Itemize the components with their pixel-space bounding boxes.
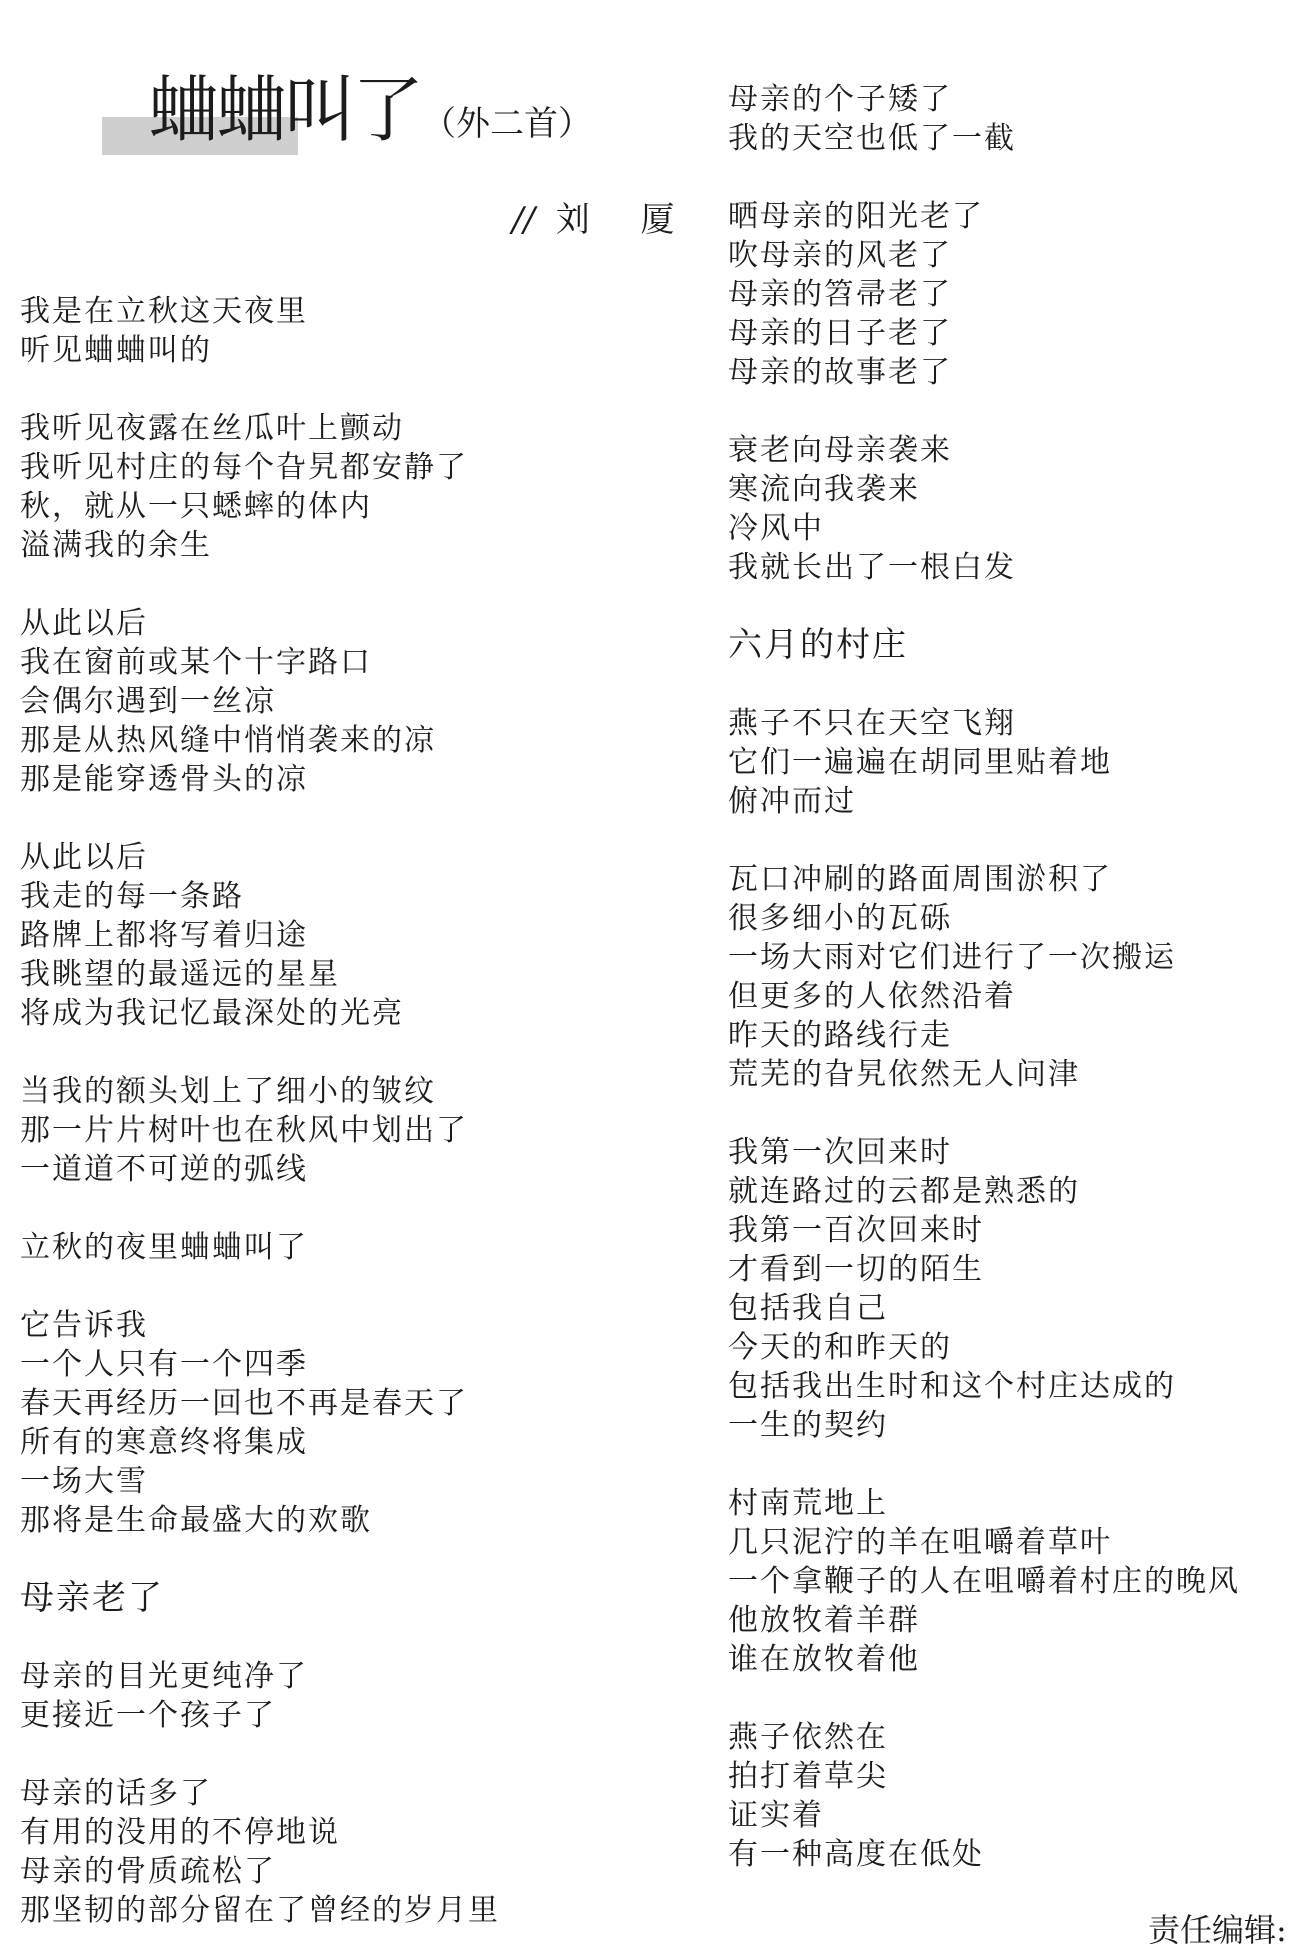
- poem-line: 母亲的个子矮了: [728, 82, 952, 117]
- poem-line: 更接近一个孩子了: [20, 1698, 276, 1733]
- poem-line: 将成为我记忆最深处的光亮: [20, 996, 404, 1031]
- stanza-break: [728, 1094, 1240, 1133]
- poem-line: 母亲的目光更纯净了: [20, 1659, 308, 1694]
- poem-line: 母亲的故事老了: [728, 355, 952, 390]
- stanza-break: [20, 1033, 500, 1072]
- poem-line: 吹母亲的风老了: [728, 238, 952, 273]
- poem-line: 一场大雨对它们进行了一次搬运: [728, 940, 1176, 975]
- poem-line: 几只泥泞的羊在咀嚼着草叶: [728, 1525, 1112, 1560]
- stanza-break: [20, 370, 500, 409]
- poem-line: 才看到一切的陌生: [728, 1252, 984, 1287]
- poem-line: 冷风中: [728, 511, 824, 546]
- stanza-break: [20, 1735, 500, 1774]
- poem-line: 一个拿鞭子的人在咀嚼着村庄的晚风: [728, 1564, 1240, 1599]
- stanza-break: [20, 1618, 500, 1657]
- poem-line: 寒流向我袭来: [728, 472, 920, 507]
- title-sub: （外二首）: [422, 104, 593, 144]
- poem-line: 那将是生命最盛大的欢歌: [20, 1503, 372, 1538]
- poem-line: 燕子依然在: [728, 1720, 888, 1755]
- poem-line: 我听见夜露在丝瓜叶上颤动: [20, 411, 404, 446]
- poem-line: 俯冲而过: [728, 784, 856, 819]
- poem-line: 我眺望的最遥远的星星: [20, 957, 340, 992]
- poem-line: 证实着: [728, 1798, 824, 1833]
- poem-title: [148, 60, 592, 160]
- poem-subtitle: 母亲老了: [20, 1578, 164, 1618]
- poem-line: 我第一百次回来时: [728, 1213, 984, 1248]
- right-column: [728, 80, 1240, 1874]
- poem-line: 那是能穿透骨头的凉: [20, 762, 308, 797]
- poem-line: 母亲的话多了: [20, 1776, 212, 1811]
- stanza-break: [728, 1679, 1240, 1718]
- poem-line: 会偶尔遇到一丝凉: [20, 684, 276, 719]
- stanza-break: [20, 1189, 500, 1228]
- poem-line: 从此以后: [20, 606, 148, 641]
- poem-line: 村南荒地上: [728, 1486, 888, 1521]
- poem-line: 它们一遍遍在胡同里贴着地: [728, 745, 1112, 780]
- poem-line: 那是从热风缝中悄悄袭来的凉: [20, 723, 436, 758]
- poem-line: 母亲的笤帚老了: [728, 277, 952, 312]
- poem-line: 他放牧着羊群: [728, 1603, 920, 1638]
- poem-line: 那坚韧的部分留在了曾经的岁月里: [20, 1893, 500, 1928]
- poem-line: 就连路过的云都是熟悉的: [728, 1174, 1080, 1209]
- stanza-break: [728, 158, 1240, 197]
- poem-line: 谁在放牧着他: [728, 1642, 920, 1677]
- poem-line: 我在窗前或某个十字路口: [20, 645, 372, 680]
- poem-line: 一生的契约: [728, 1408, 888, 1443]
- poem-line: 母亲的日子老了: [728, 316, 952, 351]
- poem-line: 瓦口冲刷的路面周围淤积了: [728, 862, 1112, 897]
- poem-line: 我第一次回来时: [728, 1135, 952, 1170]
- poem-line: 今天的和昨天的: [728, 1330, 952, 1365]
- poem-line: 溢满我的余生: [20, 528, 212, 563]
- author-byline: [512, 190, 695, 250]
- poem-line: 昨天的路线行走: [728, 1018, 952, 1053]
- poem-line: 听见蛐蛐叫的: [20, 333, 212, 368]
- poem-line: 那一片片树叶也在秋风中划出了: [20, 1113, 468, 1148]
- author-mark: //: [512, 200, 535, 240]
- poem-line: 我走的每一条路: [20, 879, 244, 914]
- poem-line: 我听见村庄的每个旮旯都安静了: [20, 450, 468, 485]
- stanza-break: [20, 1267, 500, 1306]
- poem-line: 包括我出生时和这个村庄达成的: [728, 1369, 1176, 1404]
- poem-line: 晒母亲的阳光老了: [728, 199, 984, 234]
- poem-line: 衰老向母亲袭来: [728, 433, 952, 468]
- poem-line: 秋，就从一只蟋蟀的体内: [20, 489, 372, 524]
- poem-line: 路牌上都将写着归途: [20, 918, 308, 953]
- poem-line: 一场大雪: [20, 1464, 148, 1499]
- stanza-break: [728, 587, 1240, 626]
- author-name: 刘 厦: [555, 200, 695, 240]
- poem-line: 立秋的夜里蛐蛐叫了: [20, 1230, 308, 1265]
- poem-line: 我就长出了一根白发: [728, 550, 1016, 585]
- stanza-break: [20, 565, 500, 604]
- stanza-break: [728, 665, 1240, 704]
- stanza-break: [728, 1445, 1240, 1484]
- poem-subtitle: 六月的村庄: [728, 625, 908, 665]
- poem-line: 有用的没用的不停地说: [20, 1815, 340, 1850]
- poem-line: 包括我自己: [728, 1291, 888, 1326]
- poem-line: 从此以后: [20, 840, 148, 875]
- poem-line: 拍打着草尖: [728, 1759, 888, 1794]
- poem-line: 我是在立秋这天夜里: [20, 294, 308, 329]
- poem-line: 当我的额头划上了细小的皱纹: [20, 1074, 436, 1109]
- editor-label: 责任编辑:: [1148, 1911, 1287, 1949]
- poem-line: 春天再经历一回也不再是春天了: [20, 1386, 468, 1421]
- poem-line: 一道道不可逆的弧线: [20, 1152, 308, 1187]
- poem-line: 一个人只有一个四季: [20, 1347, 308, 1382]
- poem-line: 燕子不只在天空飞翔: [728, 706, 1016, 741]
- stanza-break: [20, 1540, 500, 1579]
- poem-line: 所有的寒意终将集成: [20, 1425, 308, 1460]
- poem-line: 我的天空也低了一截: [728, 121, 1016, 156]
- left-column: [20, 292, 500, 1930]
- poem-line: 但更多的人依然沿着: [728, 979, 1016, 1014]
- stanza-break: [20, 799, 500, 838]
- poem-line: 很多细小的瓦砾: [728, 901, 952, 936]
- title-main: 蛐蛐叫了: [148, 68, 421, 152]
- poem-line: 母亲的骨质疏松了: [20, 1854, 276, 1889]
- stanza-break: [728, 821, 1240, 860]
- poem-line: 它告诉我: [20, 1308, 148, 1343]
- poem-line: 荒芜的旮旯依然无人问津: [728, 1057, 1080, 1092]
- stanza-break: [728, 392, 1240, 431]
- poem-line: 有一种高度在低处: [728, 1837, 984, 1872]
